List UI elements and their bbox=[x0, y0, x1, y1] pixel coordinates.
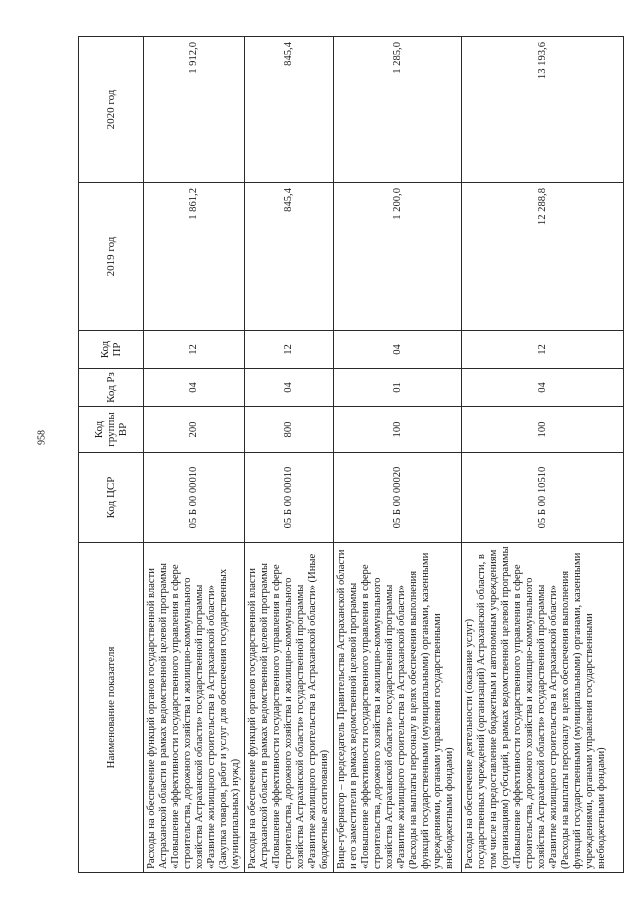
row-value-2020: 845,4 bbox=[245, 37, 334, 183]
row-indicator-name: Вице-губернатор – председатель Правительства Астраханской области и его заместители в рамках ведомственной целевой программы «Повышение эффективности государственного управления в сфере строительства, дорожного хозяйства и жилищно-коммунального хозяйства Астраханской области» государственной программы «Развитие жилищного строительства в Астраханской области» (Расходы на выплаты персоналу в целях обеспечения выполнения функций государственными (муниципальными) органами, казенными учреждениями, органами управления государственными внебюджетными фондами) bbox=[334, 543, 462, 873]
row-pr-code: 12 bbox=[245, 331, 334, 369]
table-header-row bbox=[79, 37, 144, 873]
row-indicator-name: Расходы на обеспечение деятельности (оказание услуг) государственных учреждений (организаций) Астраханской области, в том числе на предоставление бюджетным и автономным учреждениям (организациям) субсидий, в рамках ведомственной целевой программы «Повышение эффективности государственного управления в сфере строительства, дорожного хозяйства и жилищно-коммунального хозяйства Астраханской области» государственной программы «Развитие жилищного строительства в Астраханской области» (Расходы на выплаты персоналу в целях обеспечения выполнения функций государственными (муниципальными) органами, казенными учреждениями, органами управления государственными внебюджетными фондами) bbox=[462, 543, 624, 873]
row-value-2019: 845,4 bbox=[245, 183, 334, 331]
rotated-table-container bbox=[78, 37, 618, 873]
row-rz-code: 04 bbox=[245, 369, 334, 407]
table-row bbox=[462, 37, 624, 873]
row-vr-code: 200 bbox=[144, 407, 245, 453]
row-pr-code: 12 bbox=[144, 331, 245, 369]
row-pr-code: 12 bbox=[462, 331, 624, 369]
row-csr-code: 05 Б 00 00020 bbox=[334, 453, 462, 543]
row-value-2020: 1 912,0 bbox=[144, 37, 245, 183]
header-pr-code: Код ПР bbox=[79, 331, 144, 369]
table-row bbox=[245, 37, 334, 873]
row-csr-code: 05 Б 00 00010 bbox=[245, 453, 334, 543]
header-indicator-name: Наименование показателя bbox=[79, 543, 144, 873]
row-vr-code: 100 bbox=[462, 407, 624, 453]
header-rz-code: Код Рз bbox=[79, 369, 144, 407]
row-value-2019: 12 288,8 bbox=[462, 183, 624, 331]
row-pr-code: 04 bbox=[334, 331, 462, 369]
row-rz-code: 01 bbox=[334, 369, 462, 407]
row-indicator-name: Расходы на обеспечение функций органов государственной власти Астраханской области в рамках ведомственной целевой программы «Повышение эффективности государственного управления в сфере строительства, дорожного хозяйства и жилищно-коммунального хозяйства Астраханской области» государственной программы «Развитие жилищного строительства в Астраханской области» (Иные бюджетные ассигнования) bbox=[245, 543, 334, 873]
header-year-2020: 2020 год bbox=[79, 37, 144, 183]
row-rz-code: 04 bbox=[462, 369, 624, 407]
header-csr-code: Код ЦСР bbox=[79, 453, 144, 543]
budget-table bbox=[78, 36, 624, 873]
row-vr-code: 800 bbox=[245, 407, 334, 453]
row-value-2020: 1 285,0 bbox=[334, 37, 462, 183]
row-csr-code: 05 Б 00 00010 bbox=[144, 453, 245, 543]
row-vr-code: 100 bbox=[334, 407, 462, 453]
row-indicator-name: Расходы на обеспечение функций органов государственной власти Астраханской области в рамках ведомственной целевой программы «Повышение эффективности государственного управления в сфере строительства, дорожного хозяйства и жилищно-коммунального хозяйства Астраханской области» государственной программы «Развитие жилищного строительства в Астраханской области» (Закупка товаров, работ и услуг для обеспечения государственных (муниципальных) нужд) bbox=[144, 543, 245, 873]
table-row bbox=[144, 37, 245, 873]
header-year-2019: 2019 год bbox=[79, 183, 144, 331]
row-rz-code: 04 bbox=[144, 369, 245, 407]
header-vr-code: Код группы ВР bbox=[79, 407, 144, 453]
table-row bbox=[334, 37, 462, 873]
row-csr-code: 05 Б 00 10510 bbox=[462, 453, 624, 543]
row-value-2019: 1 861,2 bbox=[144, 183, 245, 331]
row-value-2020: 13 193,6 bbox=[462, 37, 624, 183]
page-number: 958 bbox=[36, 430, 48, 445]
row-value-2019: 1 200,0 bbox=[334, 183, 462, 331]
document-page bbox=[78, 37, 618, 873]
